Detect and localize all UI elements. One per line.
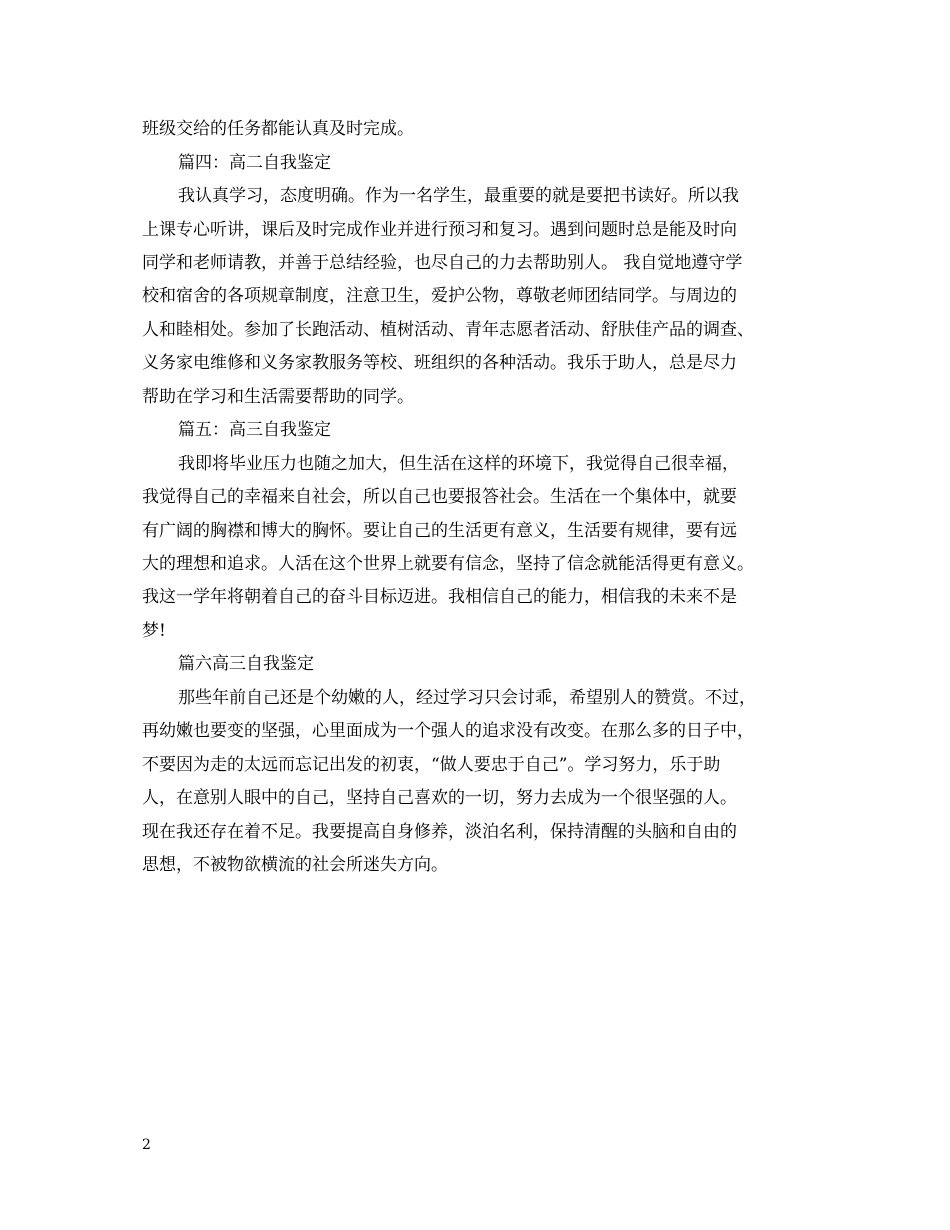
paragraph-line: 校和宿舍的各项规章制度，注意卫生，爱护公物，尊敬老师团结同学。与周边的 (142, 286, 737, 306)
paragraph-line: 义务家电维修和义务家教服务等校、班组织的各种活动。我乐于助人，总是尽力 (142, 353, 737, 373)
section-heading: 篇五：高三自我鉴定 (178, 420, 331, 440)
paragraph-line: 有广阔的胸襟和博大的胸怀。要让自己的生活更有意义，生活要有规律，要有远 (142, 521, 737, 541)
paragraph-line: 我这一学年将朝着自己的奋斗目标迈进。我相信自己的能力，相信我的未来不是 (142, 587, 737, 607)
section-heading: 篇四：高二自我鉴定 (178, 153, 331, 173)
paragraph-line: 我认真学习，态度明确。作为一名学生，最重要的就是要把书读好。所以我 (178, 186, 739, 206)
paragraph-line: 我觉得自己的幸福来自社会，所以自己也要报答社会。生活在一个集体中，就要 (142, 487, 737, 507)
paragraph-line: 帮助在学习和生活需要帮助的同学。 (142, 387, 414, 407)
paragraph-line: 不要因为走的太远而忘记出发的初衷，“做人要忠于自己”。学习努力，乐于助 (142, 755, 721, 775)
paragraph-line: 上课专心听讲，课后及时完成作业并进行预习和复习。遇到问题时总是能及时向 (142, 220, 737, 240)
paragraph-line: 班级交给的任务都能认真及时完成。 (142, 119, 414, 139)
paragraph-line: 大的理想和追求。人活在这个世界上就要有信念，坚持了信念就能活得更有意义。 (142, 554, 754, 574)
paragraph-line: 现在我还存在着不足。我要提高自身修养，淡泊名利，保持清醒的头脑和自由的 (142, 822, 737, 842)
paragraph-line: 同学和老师请教，并善于总结经验，也尽自己的力去帮助别人。 我自觉地遵守学 (142, 253, 743, 273)
paragraph-line: 思想，不被物欲横流的社会所迷失方向。 (142, 855, 448, 875)
paragraph-line: 再幼嫩也要变的坚强，心里面成为一个强人的追求没有改变。在那么多的日子中， (142, 721, 754, 741)
page-number: 2 (142, 1137, 151, 1153)
paragraph-line: 人和睦相处。参加了长跑活动、植树活动、青年志愿者活动、舒肤佳产品的调查、 (142, 320, 754, 340)
paragraph-line: 我即将毕业压力也随之加大，但生活在这样的环境下，我觉得自己很幸福， (178, 454, 739, 474)
paragraph-line: 梦! (142, 621, 166, 641)
paragraph-line: 那些年前自己还是个幼嫩的人，经过学习只会讨乖，希望别人的赞赏。不过， (178, 688, 756, 708)
paragraph-line: 人，在意别人眼中的自己，坚持自己喜欢的一切，努力去成为一个很坚强的人。 (142, 788, 737, 808)
section-heading: 篇六高三自我鉴定 (178, 654, 314, 674)
